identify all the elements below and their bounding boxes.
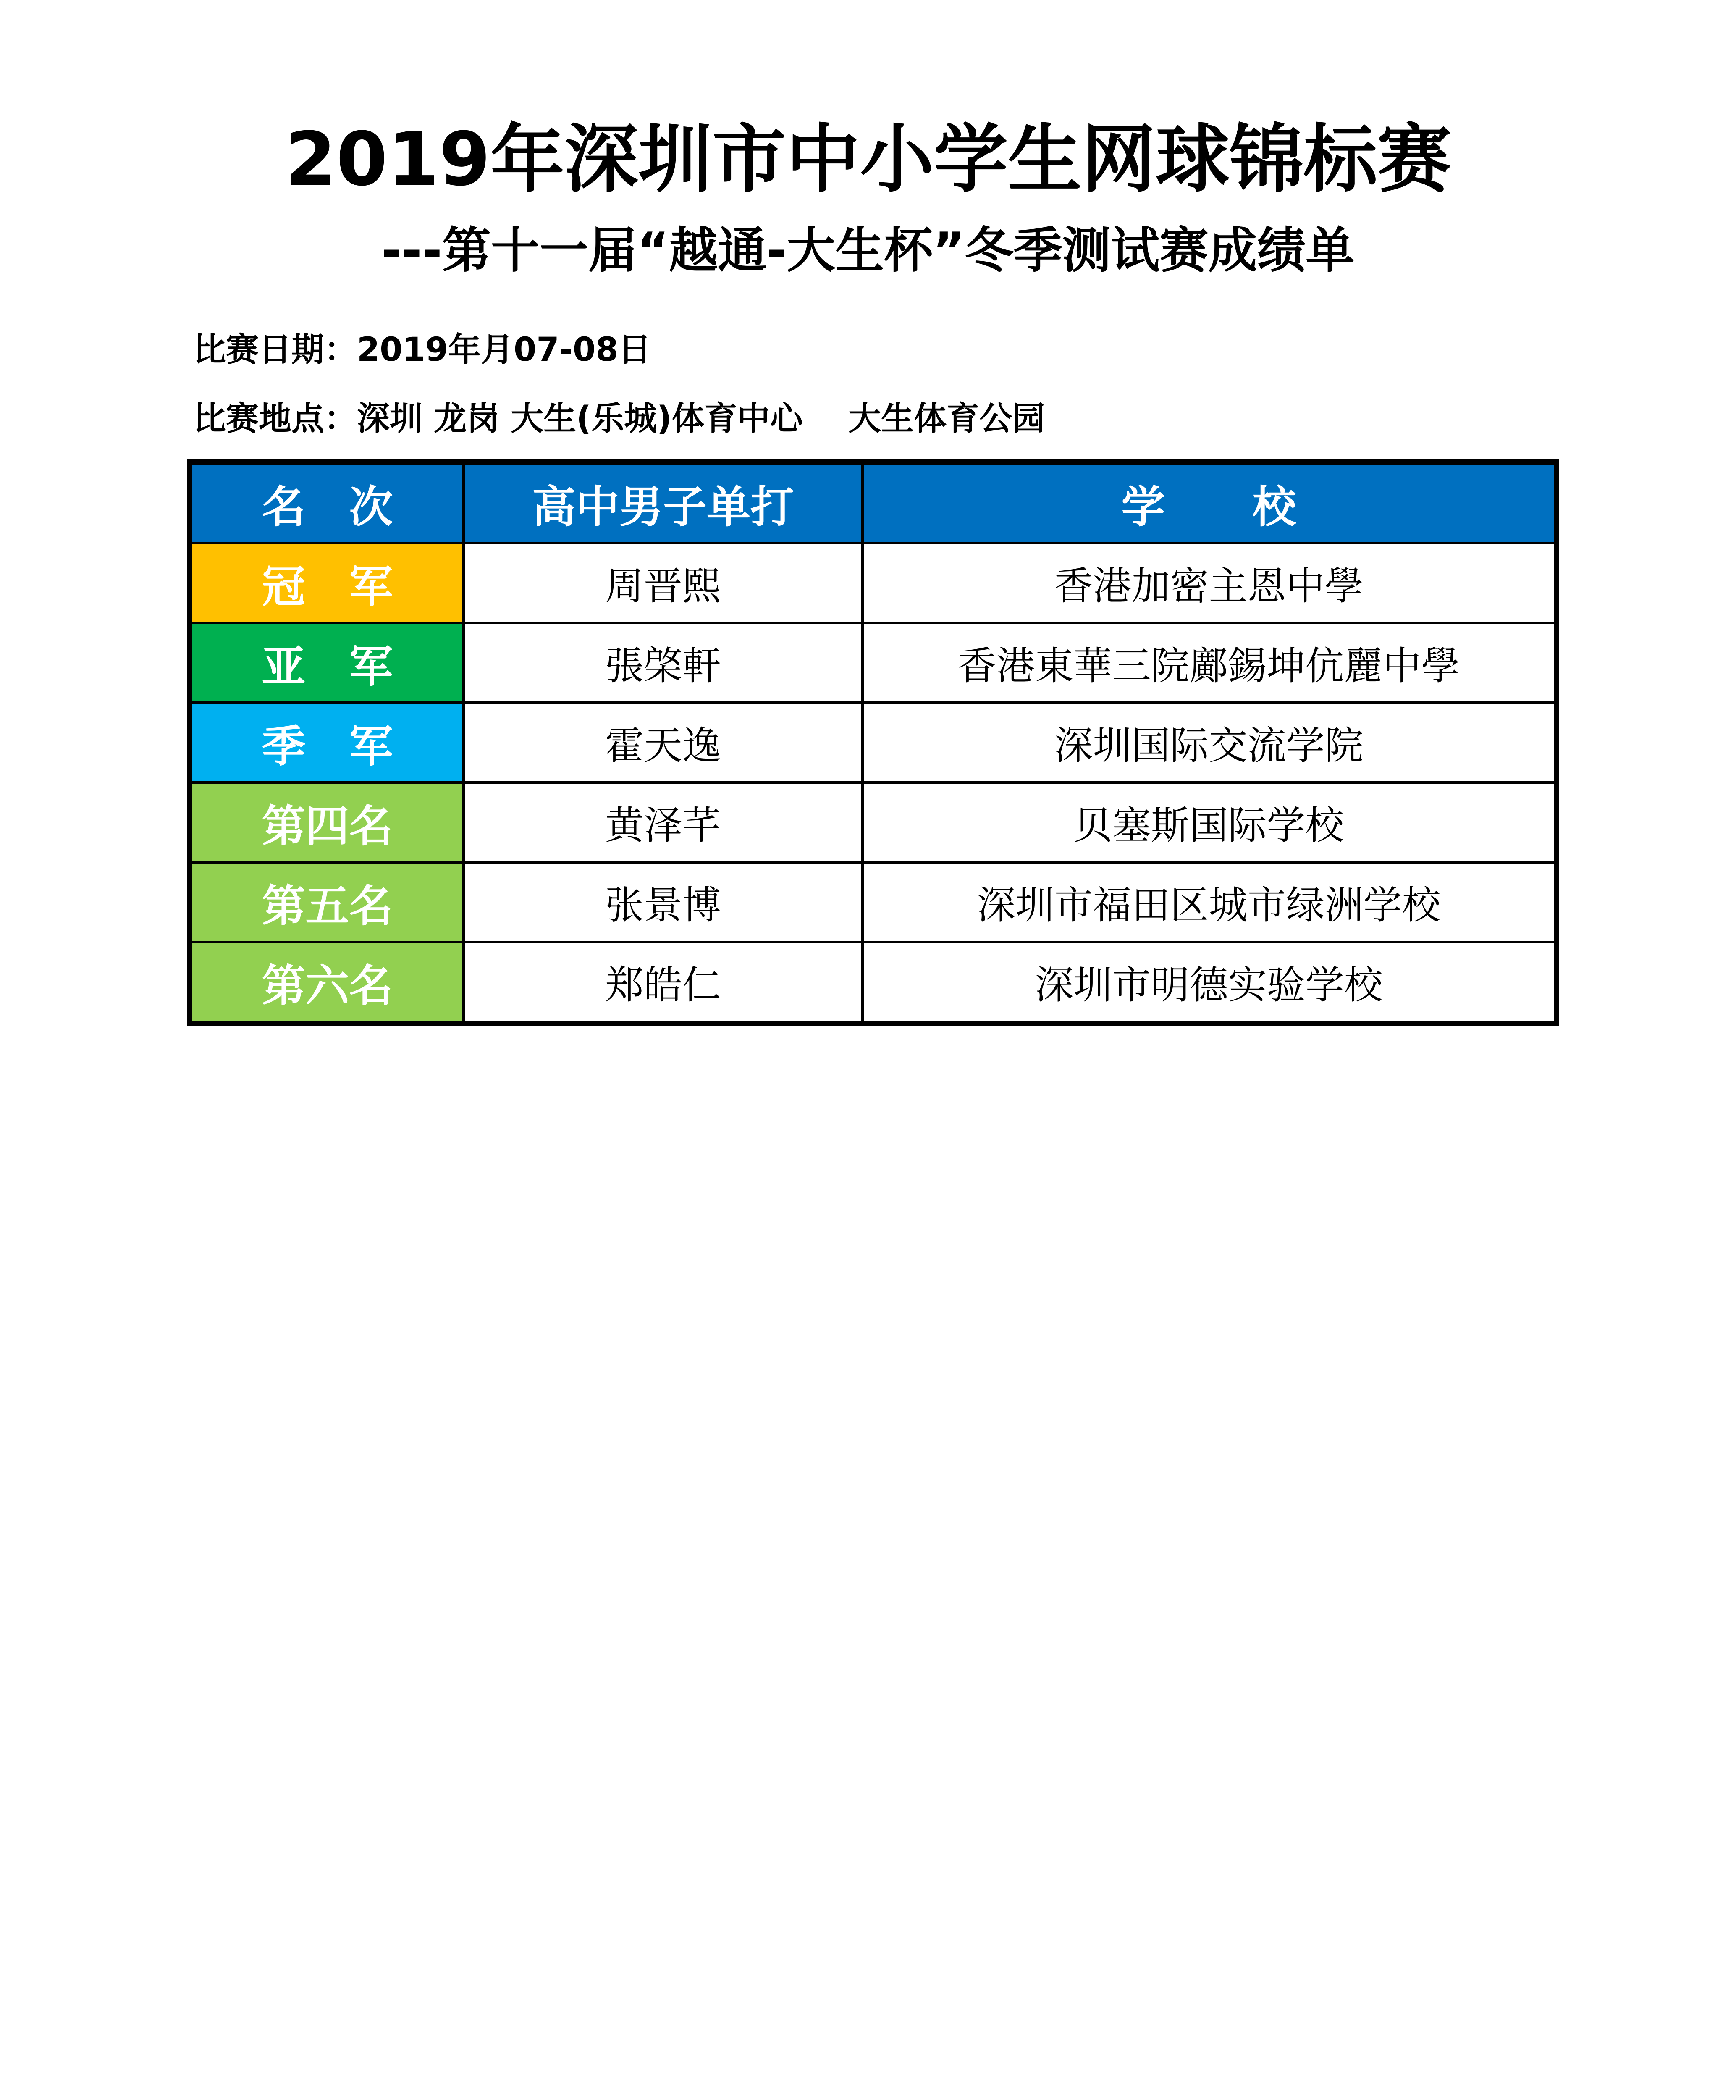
table-row [190, 543, 1556, 623]
table-row [190, 703, 1556, 782]
school-cell: 贝塞斯国际学校 [863, 782, 1556, 862]
player-name-cell: 周晋熙 [464, 543, 863, 623]
header-rank: 名 次 [190, 462, 464, 543]
player-name-cell: 黄泽芊 [464, 782, 863, 862]
rank-cell: 第六名 [190, 942, 464, 1023]
rank-cell: 季 军 [190, 703, 464, 782]
player-name-cell: 郑皓仁 [464, 942, 863, 1023]
school-cell: 深圳国际交流学院 [863, 703, 1556, 782]
school-cell: 香港東華三院鄺錫坤伉麗中學 [863, 623, 1556, 703]
table-row [190, 782, 1556, 862]
rank-cell: 第五名 [190, 862, 464, 942]
header-school: 学 校 [863, 462, 1556, 543]
match-date: 比赛日期：2019年月07-08日 [193, 331, 651, 369]
table-row [190, 623, 1556, 703]
header-player: 高中男子单打 [464, 462, 863, 543]
school-cell: 深圳市福田区城市绿洲学校 [863, 862, 1556, 942]
player-name-cell: 张景博 [464, 862, 863, 942]
player-name-cell: 張棨軒 [464, 623, 863, 703]
player-name-cell: 霍天逸 [464, 703, 863, 782]
results-table [187, 459, 1559, 1026]
rank-cell: 冠 军 [190, 543, 464, 623]
rank-cell: 第四名 [190, 782, 464, 862]
match-venue: 比赛地点：深圳 龙岗 大生(乐城)体育中心 大生体育公园 [193, 400, 1045, 438]
table-row [190, 862, 1556, 942]
page-subtitle: ---第十一届“越通-大生杯”冬季测试赛成绩单 [381, 222, 1355, 279]
school-cell: 深圳市明德实验学校 [863, 942, 1556, 1023]
page-title: 2019年深圳市中小学生网球锦标赛 [285, 116, 1451, 202]
table-header-row [190, 462, 1556, 543]
table-row [190, 942, 1556, 1023]
rank-cell: 亚 军 [190, 623, 464, 703]
school-cell: 香港加密主恩中學 [863, 543, 1556, 623]
